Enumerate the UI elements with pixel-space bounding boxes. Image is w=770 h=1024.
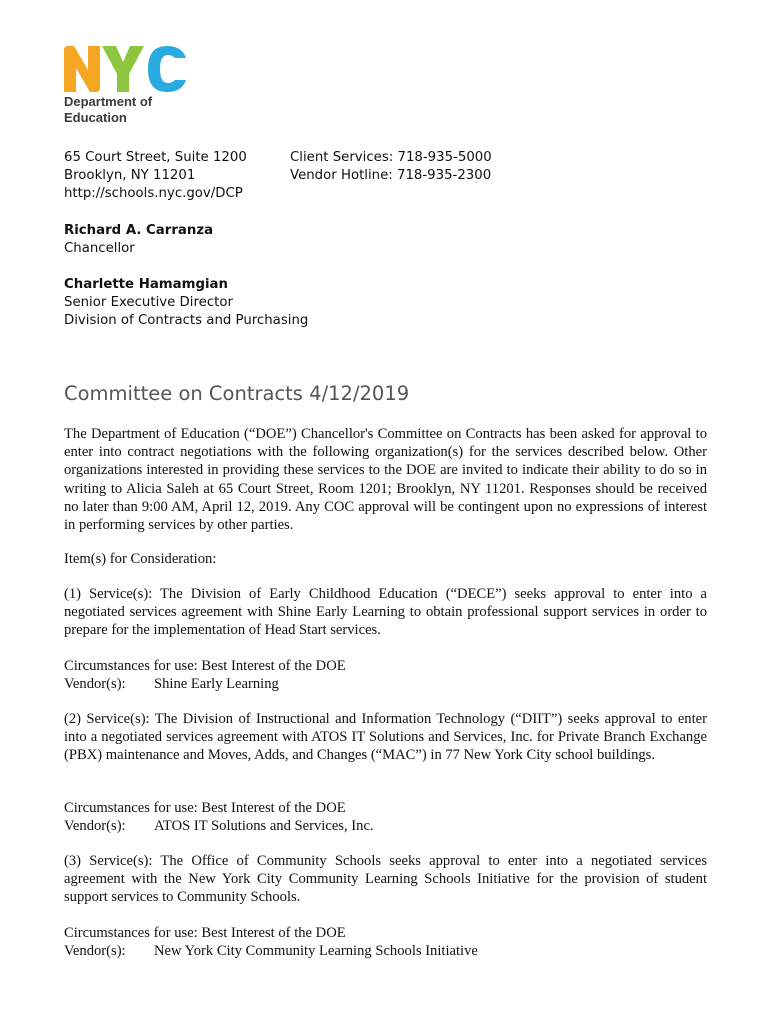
chancellor-name: Richard A. Carranza — [64, 223, 214, 238]
item-1-vendor: Shine Early Learning — [154, 676, 279, 693]
items-heading: Item(s) for Consideration: — [64, 551, 217, 567]
department-line-1: Department of — [64, 94, 153, 109]
item-2-service: (2) Service(s): The Division of Instructional and Information Technology (“DIIT”) seeks approval to enter into a negotiated services agreement with ATOS IT Solutions and Services, Inc. for Private Branch Exchange (PBX) maintenance and Moves, Adds, and Changes (“MAC”) in 77 New York City school buildings. — [64, 711, 707, 764]
chancellor-title: Chancellor — [64, 241, 135, 256]
item-1-circumstances: Circumstances for use: Best Interest of the DOE — [64, 658, 346, 674]
vendor-label: Vendor(s): — [64, 943, 126, 960]
item-3-vendor-row — [64, 942, 707, 960]
intro-paragraph: The Department of Education (“DOE”) Chancellor's Committee on Contracts has been asked for approval to enter into contract negotiations with the following organization(s) for the services described below. Other organizations interested in providing these services to the DOE are invited to indicate their ability to do so in writing to Alicia Saleh at 65 Court Street, Room 1201; Brooklyn, NY 11201. Responses should be received no later than 9:00 AM, April 12, 2019. Any COC approval will be contingent upon no expressions of interest in performing services by other parties. — [64, 426, 707, 534]
vendor-label: Vendor(s): — [64, 676, 126, 693]
address-url[interactable]: http://schools.nyc.gov/DCP — [64, 186, 243, 201]
vendor-label: Vendor(s): — [64, 818, 126, 835]
department-line-2: Education — [64, 110, 127, 125]
item-1-vendor-row — [64, 675, 707, 693]
item-2-vendor: ATOS IT Solutions and Services, Inc. — [154, 818, 374, 835]
chancellor-block — [64, 222, 213, 258]
vendor-hotline-phone: Vendor Hotline: 718-935-2300 — [290, 168, 492, 183]
director-block — [64, 276, 308, 330]
contact-block — [290, 149, 492, 185]
address-block — [64, 149, 247, 203]
item-2-vendor-row — [64, 817, 707, 835]
director-name: Charlette Hamamgian — [64, 277, 228, 292]
address-street: 65 Court Street, Suite 1200 — [64, 150, 247, 165]
item-1-details — [64, 657, 707, 693]
item-2-details — [64, 799, 707, 835]
item-3-vendor: New York City Community Learning Schools Initiative — [154, 943, 478, 960]
item-3-service: (3) Service(s): The Office of Community Schools seeks approval to enter into a negotiated services agreement with the New York City Community Learning Schools Initiative for the provision of student support services to Community Schools. — [64, 853, 707, 906]
director-division: Division of Contracts and Purchasing — [64, 313, 309, 328]
item-2-circumstances: Circumstances for use: Best Interest of the DOE — [64, 800, 346, 816]
page-title: Committee on Contracts 4/12/2019 — [64, 382, 410, 405]
item-1-service: (1) Service(s): The Division of Early Childhood Education (“DECE”) seeks approval to enter into a negotiated services agreement with Shine Early Learning to obtain professional support services in order to prepare for the implementation of Head Start services. — [64, 586, 707, 639]
director-title: Senior Executive Director — [64, 295, 233, 310]
address-city: Brooklyn, NY 11201 — [64, 168, 196, 183]
item-3-circumstances: Circumstances for use: Best Interest of the DOE — [64, 925, 346, 941]
client-services-phone: Client Services: 718-935-5000 — [290, 150, 492, 165]
item-3-details — [64, 924, 707, 960]
department-name — [64, 94, 152, 126]
nyc-logo-icon — [62, 44, 192, 94]
